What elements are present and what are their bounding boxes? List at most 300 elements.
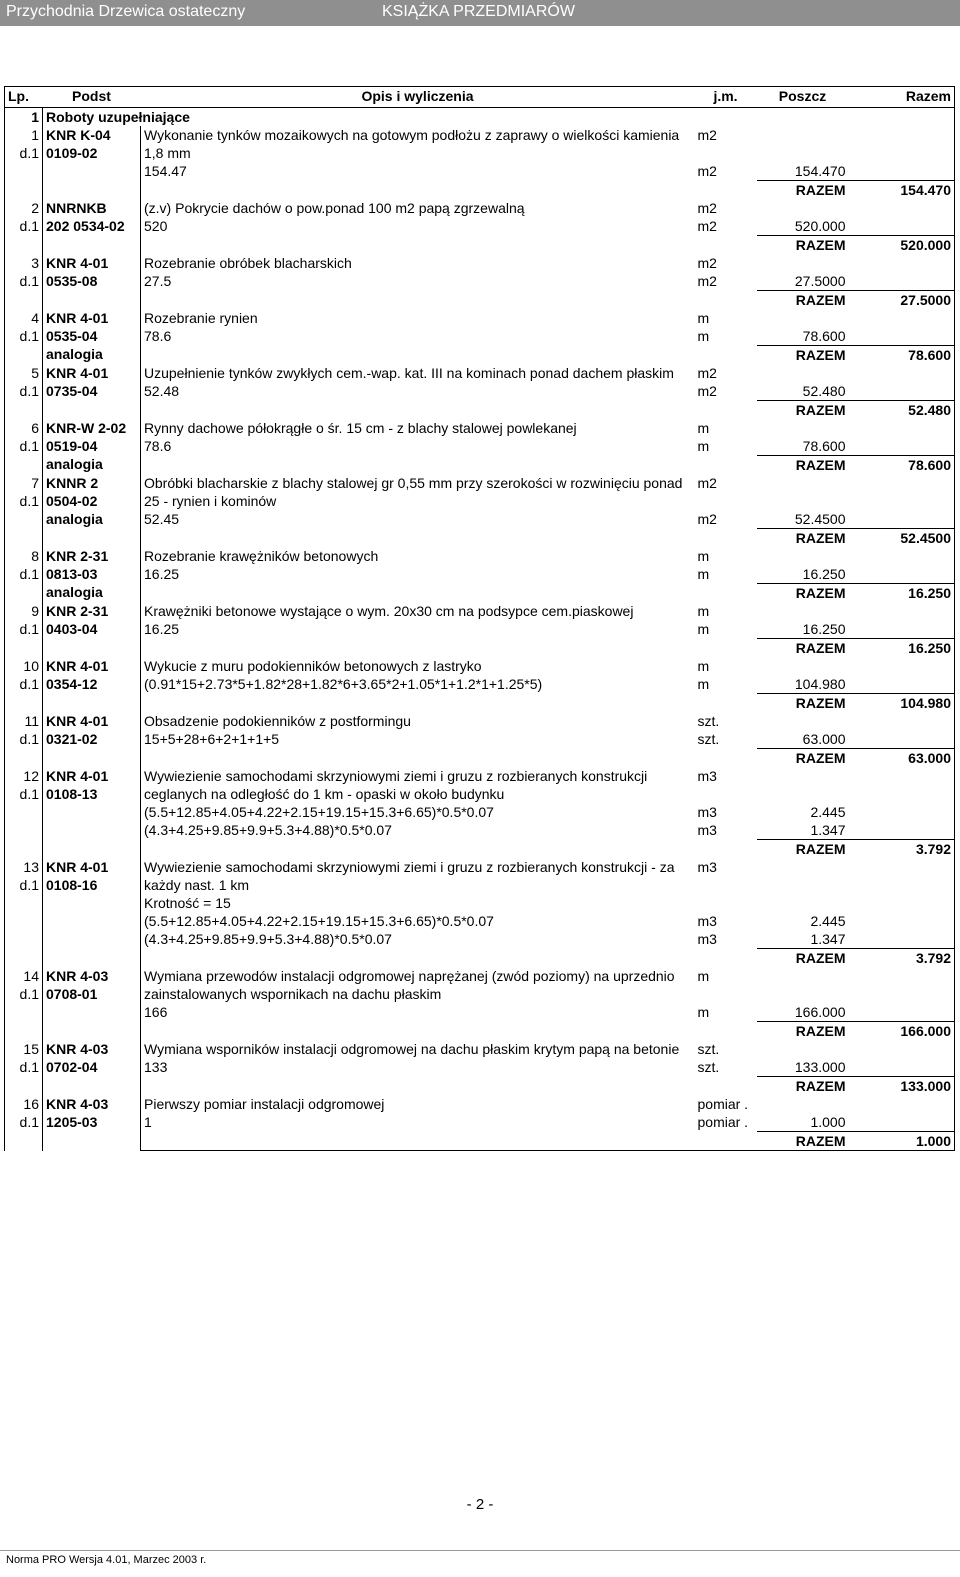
item-basis [43, 309, 141, 364]
calc-value: 1.347 [810, 822, 846, 838]
calc-row [5, 162, 955, 181]
sum-spacer [141, 456, 757, 475]
basis-line: KNNR 2 [46, 475, 99, 491]
sum-row [5, 1022, 955, 1041]
item-description: Obsadzenie podokienników z postformingu [144, 713, 411, 729]
calc-expression: 78.6 [144, 328, 172, 344]
section-title: Roboty uzupełniające [46, 109, 190, 125]
page-number: - 2 - [466, 1496, 494, 1513]
calc-value: 16.250 [802, 566, 846, 582]
basis-line: 0108-16 [46, 877, 98, 893]
item-total-cell [849, 1040, 955, 1058]
calc-value: 2.445 [810, 804, 846, 820]
calc-total-empty [849, 1058, 955, 1077]
sum-row [5, 529, 955, 548]
calc-total-empty [849, 1003, 955, 1022]
razem-value: 1.000 [849, 1132, 955, 1151]
sum-row [5, 1132, 955, 1151]
item-description: Wymiana wsporników instalacji odgromowej na dachu płaskim krytym papą na betonie [144, 1041, 680, 1057]
item-partial [757, 126, 849, 162]
item-dnr: d.1 [19, 1059, 39, 1075]
calc-total-empty [849, 437, 955, 456]
item-total-cell [849, 858, 955, 894]
calc-row [5, 1058, 955, 1077]
calc-value: 133.000 [794, 1059, 846, 1075]
razem-label: RAZEM [757, 694, 849, 713]
calc-row [5, 821, 955, 840]
item-dnr: d.1 [19, 273, 39, 289]
calc-expression: 1 [144, 1114, 152, 1130]
razem-value: 3.792 [849, 949, 955, 968]
razem-value: 78.600 [849, 346, 955, 365]
cost-table [4, 86, 955, 1151]
item-total-cell [849, 967, 955, 1003]
position-row [5, 199, 955, 217]
item-number [5, 657, 43, 712]
calc-expression: 520 [144, 218, 168, 234]
basis-line: KNR K-04 [46, 127, 111, 143]
calc-unit: m [697, 328, 710, 344]
razem-label: RAZEM [757, 401, 849, 420]
basis-line: 0519-04 [46, 438, 98, 454]
calc-unit: m [697, 438, 710, 454]
item-number [5, 126, 43, 199]
item-total-cell [849, 126, 955, 162]
item-partial [757, 254, 849, 272]
basis-line: 0735-04 [46, 383, 98, 399]
calc-total-empty [849, 675, 955, 694]
item-number [5, 199, 43, 254]
item-description: Wywiezienie samochodami skrzyniowymi ziemi i gruzu z rozbieranych konstrukcji ceglanych na odległość do 1 km - opaski w około budynku [144, 768, 648, 802]
item-basis [43, 858, 141, 967]
basis-line: KNR 4-01 [46, 713, 109, 729]
basis-line: 0702-04 [46, 1059, 98, 1075]
calc-unit: m3 [697, 931, 717, 947]
item-total-cell [849, 474, 955, 510]
item-basis [43, 547, 141, 602]
calc-row [5, 437, 955, 456]
item-dnr: d.1 [19, 986, 39, 1002]
item-nr: 12 [23, 768, 39, 784]
calc-expression: Krotność = 15 [144, 895, 231, 911]
document-title: Przychodnia Drzewica ostateczny [6, 3, 246, 20]
calc-unit: m3 [697, 822, 717, 838]
item-number [5, 1095, 43, 1151]
basis-line: 0354-12 [46, 676, 98, 692]
calc-value: 1.000 [810, 1114, 846, 1130]
calc-expression: 78.6 [144, 438, 172, 454]
item-description: Wywiezienie samochodami skrzyniowymi ziemi i gruzu z rozbieranych konstrukcji - za każdy nast. 1 km [144, 859, 675, 893]
sum-row [5, 840, 955, 859]
calc-row [5, 803, 955, 821]
item-nr: 9 [31, 603, 39, 619]
calc-total-empty [849, 217, 955, 236]
item-unit: m2 [697, 200, 717, 216]
item-dnr: d.1 [19, 621, 39, 637]
basis-line: KNR-W 2-02 [46, 420, 127, 436]
item-description: Wykucie z muru podokienników betonowych z lastryko [144, 658, 482, 674]
item-dnr: d.1 [19, 566, 39, 582]
basis-line: 1205-03 [46, 1114, 98, 1130]
item-basis [43, 364, 141, 419]
item-total-cell [849, 199, 955, 217]
item-number [5, 712, 43, 767]
sum-row [5, 291, 955, 310]
basis-line: 0535-08 [46, 273, 98, 289]
item-unit: m [697, 968, 710, 984]
document-type: KSIĄŻKA PRZEDMIARÓW [382, 3, 575, 20]
item-partial [757, 657, 849, 675]
basis-line: 0108-13 [46, 786, 98, 802]
calc-unit: szt. [697, 1059, 720, 1075]
calc-value: 78.600 [802, 438, 846, 454]
basis-line: KNR 4-01 [46, 768, 109, 784]
item-basis [43, 1095, 141, 1151]
item-partial [757, 1040, 849, 1058]
calc-value: 52.4500 [794, 511, 846, 527]
calc-unit: m3 [697, 804, 717, 820]
basis-line: 0403-04 [46, 621, 98, 637]
item-basis [43, 474, 141, 547]
calc-value: 52.480 [802, 383, 846, 399]
item-total-cell [849, 767, 955, 803]
item-nr: 16 [23, 1096, 39, 1112]
razem-label: RAZEM [757, 584, 849, 603]
calc-unit: m [697, 1004, 710, 1020]
calc-total-empty [849, 930, 955, 949]
position-row [5, 767, 955, 803]
footer-divider [0, 1550, 960, 1551]
position-row [5, 712, 955, 730]
razem-value: 16.250 [849, 639, 955, 658]
calc-total-empty [849, 162, 955, 181]
basis-line: analogia [46, 346, 103, 362]
item-number [5, 547, 43, 602]
item-nr: 14 [23, 968, 39, 984]
item-description: Wykonanie tynków mozaikowych na gotowym podłożu z zaprawy o wielkości kamienia 1,8 mm [144, 127, 680, 161]
item-nr: 4 [31, 310, 39, 326]
item-partial [757, 309, 849, 327]
calc-expression: 27.5 [144, 273, 172, 289]
item-dnr: d.1 [19, 676, 39, 692]
calc-row [5, 510, 955, 529]
software-note: Norma PRO Wersja 4.01, Marzec 2003 r. [6, 1554, 207, 1566]
basis-line: 0708-01 [46, 986, 98, 1002]
item-description: Wymiana przewodów instalacji odgromowej naprężanej (zwód poziomy) na uprzednio zainstalowanych wspornikach na dachu płaskim [144, 968, 675, 1002]
sum-row [5, 949, 955, 968]
basis-line: 0813-03 [46, 566, 98, 582]
item-number [5, 858, 43, 967]
calc-value: 104.980 [794, 676, 846, 692]
calc-value: 16.250 [802, 621, 846, 637]
calc-expression: 16.25 [144, 566, 180, 582]
sum-spacer [141, 529, 757, 548]
item-unit: m3 [697, 859, 717, 875]
sum-row [5, 401, 955, 420]
calc-expression: 133 [144, 1059, 168, 1075]
calc-row [5, 1003, 955, 1022]
razem-label: RAZEM [757, 236, 849, 255]
basis-line: 0109-02 [46, 145, 98, 161]
item-description: (z.v) Pokrycie dachów o pow.ponad 100 m2 papą zgrzewalną [144, 200, 525, 216]
item-basis [43, 419, 141, 474]
calc-row [5, 327, 955, 346]
item-description: Rozebranie obróbek blacharskich [144, 255, 352, 271]
calc-expression: 154.47 [144, 163, 187, 179]
sum-spacer [141, 1077, 757, 1096]
calc-row [5, 1113, 955, 1132]
item-nr: 11 [24, 713, 39, 729]
calc-value: 27.5000 [794, 273, 846, 289]
item-basis [43, 1040, 141, 1095]
calc-total-empty [849, 510, 955, 529]
item-dnr: d.1 [19, 731, 39, 747]
item-unit: szt. [697, 713, 720, 729]
item-number [5, 767, 43, 858]
calc-value: 78.600 [802, 328, 846, 344]
sum-spacer [141, 949, 757, 968]
col-jm-header: j.m. [695, 87, 757, 108]
item-dnr: d.1 [19, 786, 39, 802]
position-row [5, 602, 955, 620]
calc-value: 2.445 [810, 913, 846, 929]
item-unit: m2 [697, 127, 717, 143]
item-unit: pomiar . [697, 1096, 749, 1112]
razem-value: 104.980 [849, 694, 955, 713]
razem-value: 154.470 [849, 181, 955, 200]
basis-line: 0504-02 [46, 493, 98, 509]
item-description: Pierwszy pomiar instalacji odgromowej [144, 1096, 385, 1112]
item-unit: m2 [697, 365, 717, 381]
item-total-cell [849, 1095, 955, 1113]
item-description: Rozebranie krawężników betonowych [144, 548, 379, 564]
calc-unit [695, 894, 757, 912]
sum-spacer [141, 584, 757, 603]
sum-row [5, 181, 955, 200]
basis-line: 202 0534-02 [46, 218, 125, 234]
sum-row [5, 749, 955, 768]
razem-label: RAZEM [757, 639, 849, 658]
item-description: Obróbki blacharskie z blachy stalowej gr 0,55 mm przy szerokości w rozwinięciu ponad 25 - rynien i kominów [144, 475, 683, 509]
item-dnr: d.1 [19, 383, 39, 399]
item-nr: 3 [31, 255, 39, 271]
calc-expression: 15+5+28+6+2+1+1+5 [144, 731, 280, 747]
basis-line: KNR 2-31 [46, 548, 109, 564]
item-partial [757, 419, 849, 437]
item-total-cell [849, 254, 955, 272]
calc-row [5, 730, 955, 749]
sum-row [5, 584, 955, 603]
calc-total-empty [849, 565, 955, 584]
calc-unit: szt. [697, 731, 720, 747]
calc-unit: m3 [697, 913, 717, 929]
calc-total-empty [849, 1113, 955, 1132]
basis-line: KNR 4-03 [46, 1096, 109, 1112]
razem-label: RAZEM [757, 1077, 849, 1096]
position-row [5, 657, 955, 675]
razem-label: RAZEM [757, 949, 849, 968]
razem-label: RAZEM [757, 181, 849, 200]
razem-value: 166.000 [849, 1022, 955, 1041]
item-number [5, 309, 43, 364]
position-row [5, 1095, 955, 1113]
item-nr: 5 [31, 365, 39, 381]
razem-label: RAZEM [757, 456, 849, 475]
calc-value: 1.347 [810, 931, 846, 947]
basis-line: KNR 2-31 [46, 603, 109, 619]
col-razem-header: Razem [849, 87, 955, 108]
item-basis [43, 767, 141, 858]
item-total-cell [849, 602, 955, 620]
item-total-cell [849, 364, 955, 382]
item-unit: m3 [697, 768, 717, 784]
item-basis [43, 657, 141, 712]
item-number [5, 967, 43, 1040]
razem-value: 520.000 [849, 236, 955, 255]
col-lp-header: Lp. [5, 87, 43, 108]
calc-expression: (5.5+12.85+4.05+4.22+2.15+19.15+15.3+6.65)*0.5*0.07 [144, 804, 494, 820]
calc-total-empty [849, 894, 955, 912]
item-total-cell [849, 419, 955, 437]
item-partial [757, 712, 849, 730]
sum-row [5, 236, 955, 255]
item-partial [757, 767, 849, 803]
item-nr: 1 [31, 127, 39, 143]
calc-expression: (4.3+4.25+9.85+9.9+5.3+4.88)*0.5*0.07 [144, 822, 392, 838]
item-dnr: d.1 [19, 438, 39, 454]
calc-value: 154.470 [794, 163, 846, 179]
position-row [5, 858, 955, 894]
razem-value: 52.480 [849, 401, 955, 420]
sum-spacer [141, 1022, 757, 1041]
razem-value: 52.4500 [849, 529, 955, 548]
calc-total-empty [849, 272, 955, 291]
calc-row [5, 912, 955, 930]
calc-total-empty [849, 821, 955, 840]
razem-label: RAZEM [757, 749, 849, 768]
sum-spacer [141, 639, 757, 658]
item-partial [757, 1095, 849, 1113]
item-nr: 2 [31, 200, 39, 216]
item-nr: 13 [23, 859, 39, 875]
item-total-cell [849, 547, 955, 565]
basis-line: KNR 4-01 [46, 365, 109, 381]
calc-row [5, 930, 955, 949]
item-number [5, 602, 43, 657]
calc-expression: 166 [144, 1004, 168, 1020]
calc-row [5, 565, 955, 584]
position-row [5, 419, 955, 437]
item-basis [43, 967, 141, 1040]
item-basis [43, 712, 141, 767]
calc-value: 63.000 [802, 731, 846, 747]
razem-value: 133.000 [849, 1077, 955, 1096]
calc-total-empty [849, 382, 955, 401]
position-row [5, 474, 955, 510]
sum-spacer [141, 749, 757, 768]
item-unit: m [697, 420, 710, 436]
calc-row [5, 620, 955, 639]
item-total-cell [849, 657, 955, 675]
item-description: Uzupełnienie tynków zwykłych cem.-wap. kat. III na kominach ponad dachem płaskim [144, 365, 674, 381]
position-row [5, 1040, 955, 1058]
position-row [5, 309, 955, 327]
calc-row [5, 382, 955, 401]
razem-value: 27.5000 [849, 291, 955, 310]
calc-row [5, 894, 955, 912]
sum-spacer [141, 694, 757, 713]
calc-value: 166.000 [794, 1004, 846, 1020]
calc-unit: m [697, 676, 710, 692]
basis-line: 0535-04 [46, 328, 98, 344]
calc-expression: (5.5+12.85+4.05+4.22+2.15+19.15+15.3+6.65)*0.5*0.07 [144, 913, 494, 929]
basis-line: analogia [46, 511, 103, 527]
razem-value: 63.000 [849, 749, 955, 768]
item-nr: 15 [23, 1041, 39, 1057]
basis-line: KNR 4-01 [46, 255, 109, 271]
basis-line: KNR 4-01 [46, 658, 109, 674]
item-description: Rynny dachowe półokrągłe o śr. 15 cm - z blachy stalowej powlekanej [144, 420, 577, 436]
calc-expression: 16.25 [144, 621, 180, 637]
item-number [5, 1040, 43, 1095]
item-basis [43, 602, 141, 657]
item-description: Krawężniki betonowe wystające o wym. 20x30 cm na podsypce cem.piaskowej [144, 603, 634, 619]
item-number [5, 364, 43, 419]
position-row [5, 364, 955, 382]
item-dnr: d.1 [19, 493, 39, 509]
basis-line: KNR 4-03 [46, 1041, 109, 1057]
item-unit: m2 [697, 475, 717, 491]
basis-line: analogia [46, 584, 103, 600]
item-partial [757, 967, 849, 1003]
item-nr: 8 [31, 548, 39, 564]
sum-spacer [141, 181, 757, 200]
calc-total-empty [849, 327, 955, 346]
item-dnr: d.1 [19, 1114, 39, 1130]
col-podst-header: Podst [43, 87, 141, 108]
item-number [5, 474, 43, 547]
basis-line: KNR 4-01 [46, 859, 109, 875]
razem-value: 3.792 [849, 840, 955, 859]
razem-label: RAZEM [757, 840, 849, 859]
section-number: 1 [5, 108, 43, 127]
item-unit: m2 [697, 255, 717, 271]
position-row [5, 254, 955, 272]
calc-unit: m2 [697, 218, 717, 234]
sum-spacer [141, 840, 757, 859]
table-header-row [5, 87, 955, 108]
calc-value [757, 894, 849, 912]
calc-unit: m2 [697, 273, 717, 289]
calc-expression: 52.48 [144, 383, 180, 399]
item-unit: m [697, 310, 710, 326]
calc-row [5, 217, 955, 236]
calc-total-empty [849, 620, 955, 639]
sum-row [5, 694, 955, 713]
item-basis [43, 126, 141, 199]
item-partial [757, 364, 849, 382]
sum-spacer [141, 291, 757, 310]
basis-line: KNR 4-03 [46, 968, 109, 984]
position-row [5, 126, 955, 162]
calc-row [5, 675, 955, 694]
sum-row [5, 456, 955, 475]
item-number [5, 254, 43, 309]
sum-row [5, 639, 955, 658]
app-header [0, 0, 960, 26]
razem-label: RAZEM [757, 1022, 849, 1041]
sum-spacer [141, 1132, 757, 1151]
